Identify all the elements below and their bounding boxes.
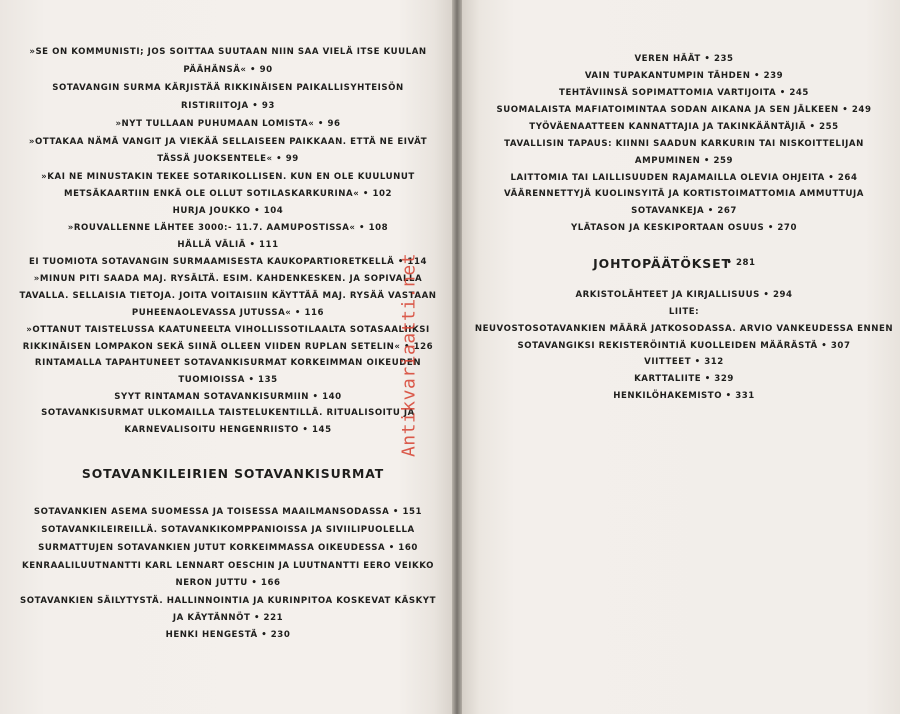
toc-entry: RIKKINÄISEN LOMPAKON SEKÄ SIINÄ OLLEEN VIIDEN RUPLAN SETELIN« • 126 [22, 342, 434, 352]
toc-entry: PUHEENAOLEVASSA JUTUSSA« • 116 [131, 308, 325, 318]
watermark: Antikvariaatti.net [398, 252, 420, 458]
book-gutter [452, 0, 462, 714]
toc-entry: HENKILÖHAKEMISTO • 331 [613, 391, 755, 401]
toc-entry: TAVALLA. SELLAISIA TIETOJA. JOITA VOITAISIIN KÄYTTÄÄ MAJ. RYSÄÄ VASTAAN [19, 291, 437, 301]
toc-entry: PÄÄHÄNSÄ« • 90 [183, 65, 273, 75]
section-heading: SOTAVANKILEIRIEN SOTAVANKISURMAT [81, 466, 385, 481]
toc-entry: »ROUVALLENNE LÄHTEE 3000:- 11.7. AAMUPOSTISSA« • 108 [67, 223, 389, 233]
toc-entry: TUOMIOISSA • 135 [178, 375, 278, 385]
section-heading: JOHTOPÄÄTÖKSET [593, 256, 731, 271]
toc-entry: SOTAVANKEJA • 267 [631, 206, 737, 216]
toc-entry: »OTTAKAA NÄMÄ VANGIT JA VIEKÄÄ SELLAISEEN PAIKKAAN. ETTÄ NE EIVÄT [28, 137, 428, 147]
toc-entry: METSÄKAARTIIN ENKÄ OLE OLLUT SOTILASKARKURINA« • 102 [63, 189, 393, 199]
toc-entry: »SE ON KOMMUNISTI; JOS SOITTAA SUUTAAN NIIN SAA VIELÄ ITSE KUULAN [29, 47, 427, 57]
toc-entry: SOTAVANGIKSI REKISTERÖINTIÄ KUOLLEIDEN MÄÄRÄSTÄ • 307 [517, 341, 851, 351]
toc-entry: KARTTALIITE • 329 [634, 374, 734, 384]
toc-entry: HENKI HENGESTÄ • 230 [165, 630, 291, 640]
toc-entry: HÄLLÄ VÄLIÄ • 111 [177, 240, 279, 250]
toc-entry: ARKISTOLÄHTEET JA KIRJALLISUUS • 294 [575, 290, 793, 300]
toc-entry: NERON JUTTU • 166 [175, 578, 281, 588]
toc-entry: SOTAVANGIN SURMA KÄRJISTÄÄ RIKKINÄISEN PAIKALLISYHTEISÖN [52, 83, 404, 93]
toc-entry: EI TUOMIOTA SOTAVANGIN SURMAAMISESTA KAUKOPARTIORETKELLÄ • 114 [28, 257, 428, 267]
right-page [462, 0, 900, 714]
toc-entry: RINTAMALLA TAPAHTUNEET SOTAVANKISURMAT KORKEIMMAN OIKEUDEN [34, 358, 422, 368]
toc-entry: YLÄTASON JA KESKIPORTAAN OSUUS • 270 [571, 223, 797, 233]
toc-entry: JA KÄYTÄNNÖT • 221 [172, 613, 284, 623]
toc-entry: LAITTOMIA TAI LAILLISUUDEN RAJAMAILLA OLEVIA OHJEITA • 264 [510, 173, 858, 183]
toc-entry: TYÖVÄENAATTEEN KANNATTAJIA JA TAKINKÄÄNTÄJIÄ • 255 [529, 122, 839, 132]
toc-entry: SOTAVANKILEIREILLÄ. SOTAVANKIKOMPPANIOISSA JA SIVIILIPUOLELLA [41, 525, 415, 535]
toc-entry: AMPUMINEN • 259 [634, 156, 734, 166]
toc-entry: VAIN TUPAKANTUMPIN TÄHDEN • 239 [584, 71, 784, 81]
toc-entry: KARNEVALISOITU HENGENRIISTO • 145 [124, 425, 332, 435]
toc-entry: VIITTEET • 312 [644, 357, 724, 367]
section-heading-page: • 281 [726, 258, 756, 268]
toc-entry: SOTAVANKIEN SÄILYTYSTÄ. HALLINNOINTIA JA KURINPITOA KOSKEVAT KÄSKYT [20, 596, 436, 606]
toc-entry: LIITE: [668, 307, 700, 317]
toc-entry: »KAI NE MINUSTAKIN TEKEE SOTARIKOLLISEN. KUN EN OLE KUULUNUT [41, 172, 415, 182]
toc-entry: SOTAVANKISURMAT ULKOMAILLA TAISTELUKENTILLÄ. RITUALISOITU JA [41, 408, 415, 418]
toc-entry: TÄSSÄ JUOKSENTELE« • 99 [157, 154, 299, 164]
toc-entry: TEHTÄVIINSÄ SOPIMATTOMIA VARTIJOITA • 245 [559, 88, 809, 98]
toc-entry: RISTIRIITOJA • 93 [181, 101, 275, 111]
toc-entry: VEREN HÄÄT • 235 [634, 54, 734, 64]
toc-entry: »OTTANUT TAISTELUSSA KAATUNEELTA VIHOLLISSOTILAALTA SOTASAALIIKSI [26, 325, 430, 335]
toc-entry: SUOMALAISTA MAFIATOIMINTAA SODAN AIKANA JA SEN JÄLKEEN • 249 [496, 105, 872, 115]
toc-entry: »NYT TULLAAN PUHUMAAN LOMISTA« • 96 [115, 119, 341, 129]
toc-entry: NEUVOSTOSOTAVANKIEN MÄÄRÄ JATKOSODASSA. ARVIO VANKEUDESSA ENNEN [474, 324, 894, 334]
toc-entry: »MINUN PITI SAADA MAJ. RYSÄLTÄ. ESIM. KAHDENKESKEN. JA SOPIVALLA [33, 274, 423, 284]
toc-entry: SYYT RINTAMAN SOTAVANKISURMIIN • 140 [114, 392, 342, 402]
toc-entry: KENRAALILUUTNANTTI KARL LENNART OESCHIN JA LUUTNANTTI EERO VEIKKO [22, 561, 434, 571]
toc-entry: TAVALLISIN TAPAUS: KIINNI SAADUN KARKURIN TAI NISKOITTELIJAN [504, 139, 864, 149]
toc-entry: HURJA JOUKKO • 104 [172, 206, 284, 216]
toc-entry: SURMATTUJEN SOTAVANKIEN JUTUT KORKEIMMASSA OIKEUDESSA • 160 [38, 543, 418, 553]
toc-entry: VÄÄRENNETTYJÄ KUOLINSYITÄ JA KORTISTOIMATTOMIA AMMUTTUJA [504, 189, 864, 199]
toc-entry: SOTAVANKIEN ASEMA SUOMESSA JA TOISESSA MAAILMANSODASSA • 151 [33, 507, 423, 517]
